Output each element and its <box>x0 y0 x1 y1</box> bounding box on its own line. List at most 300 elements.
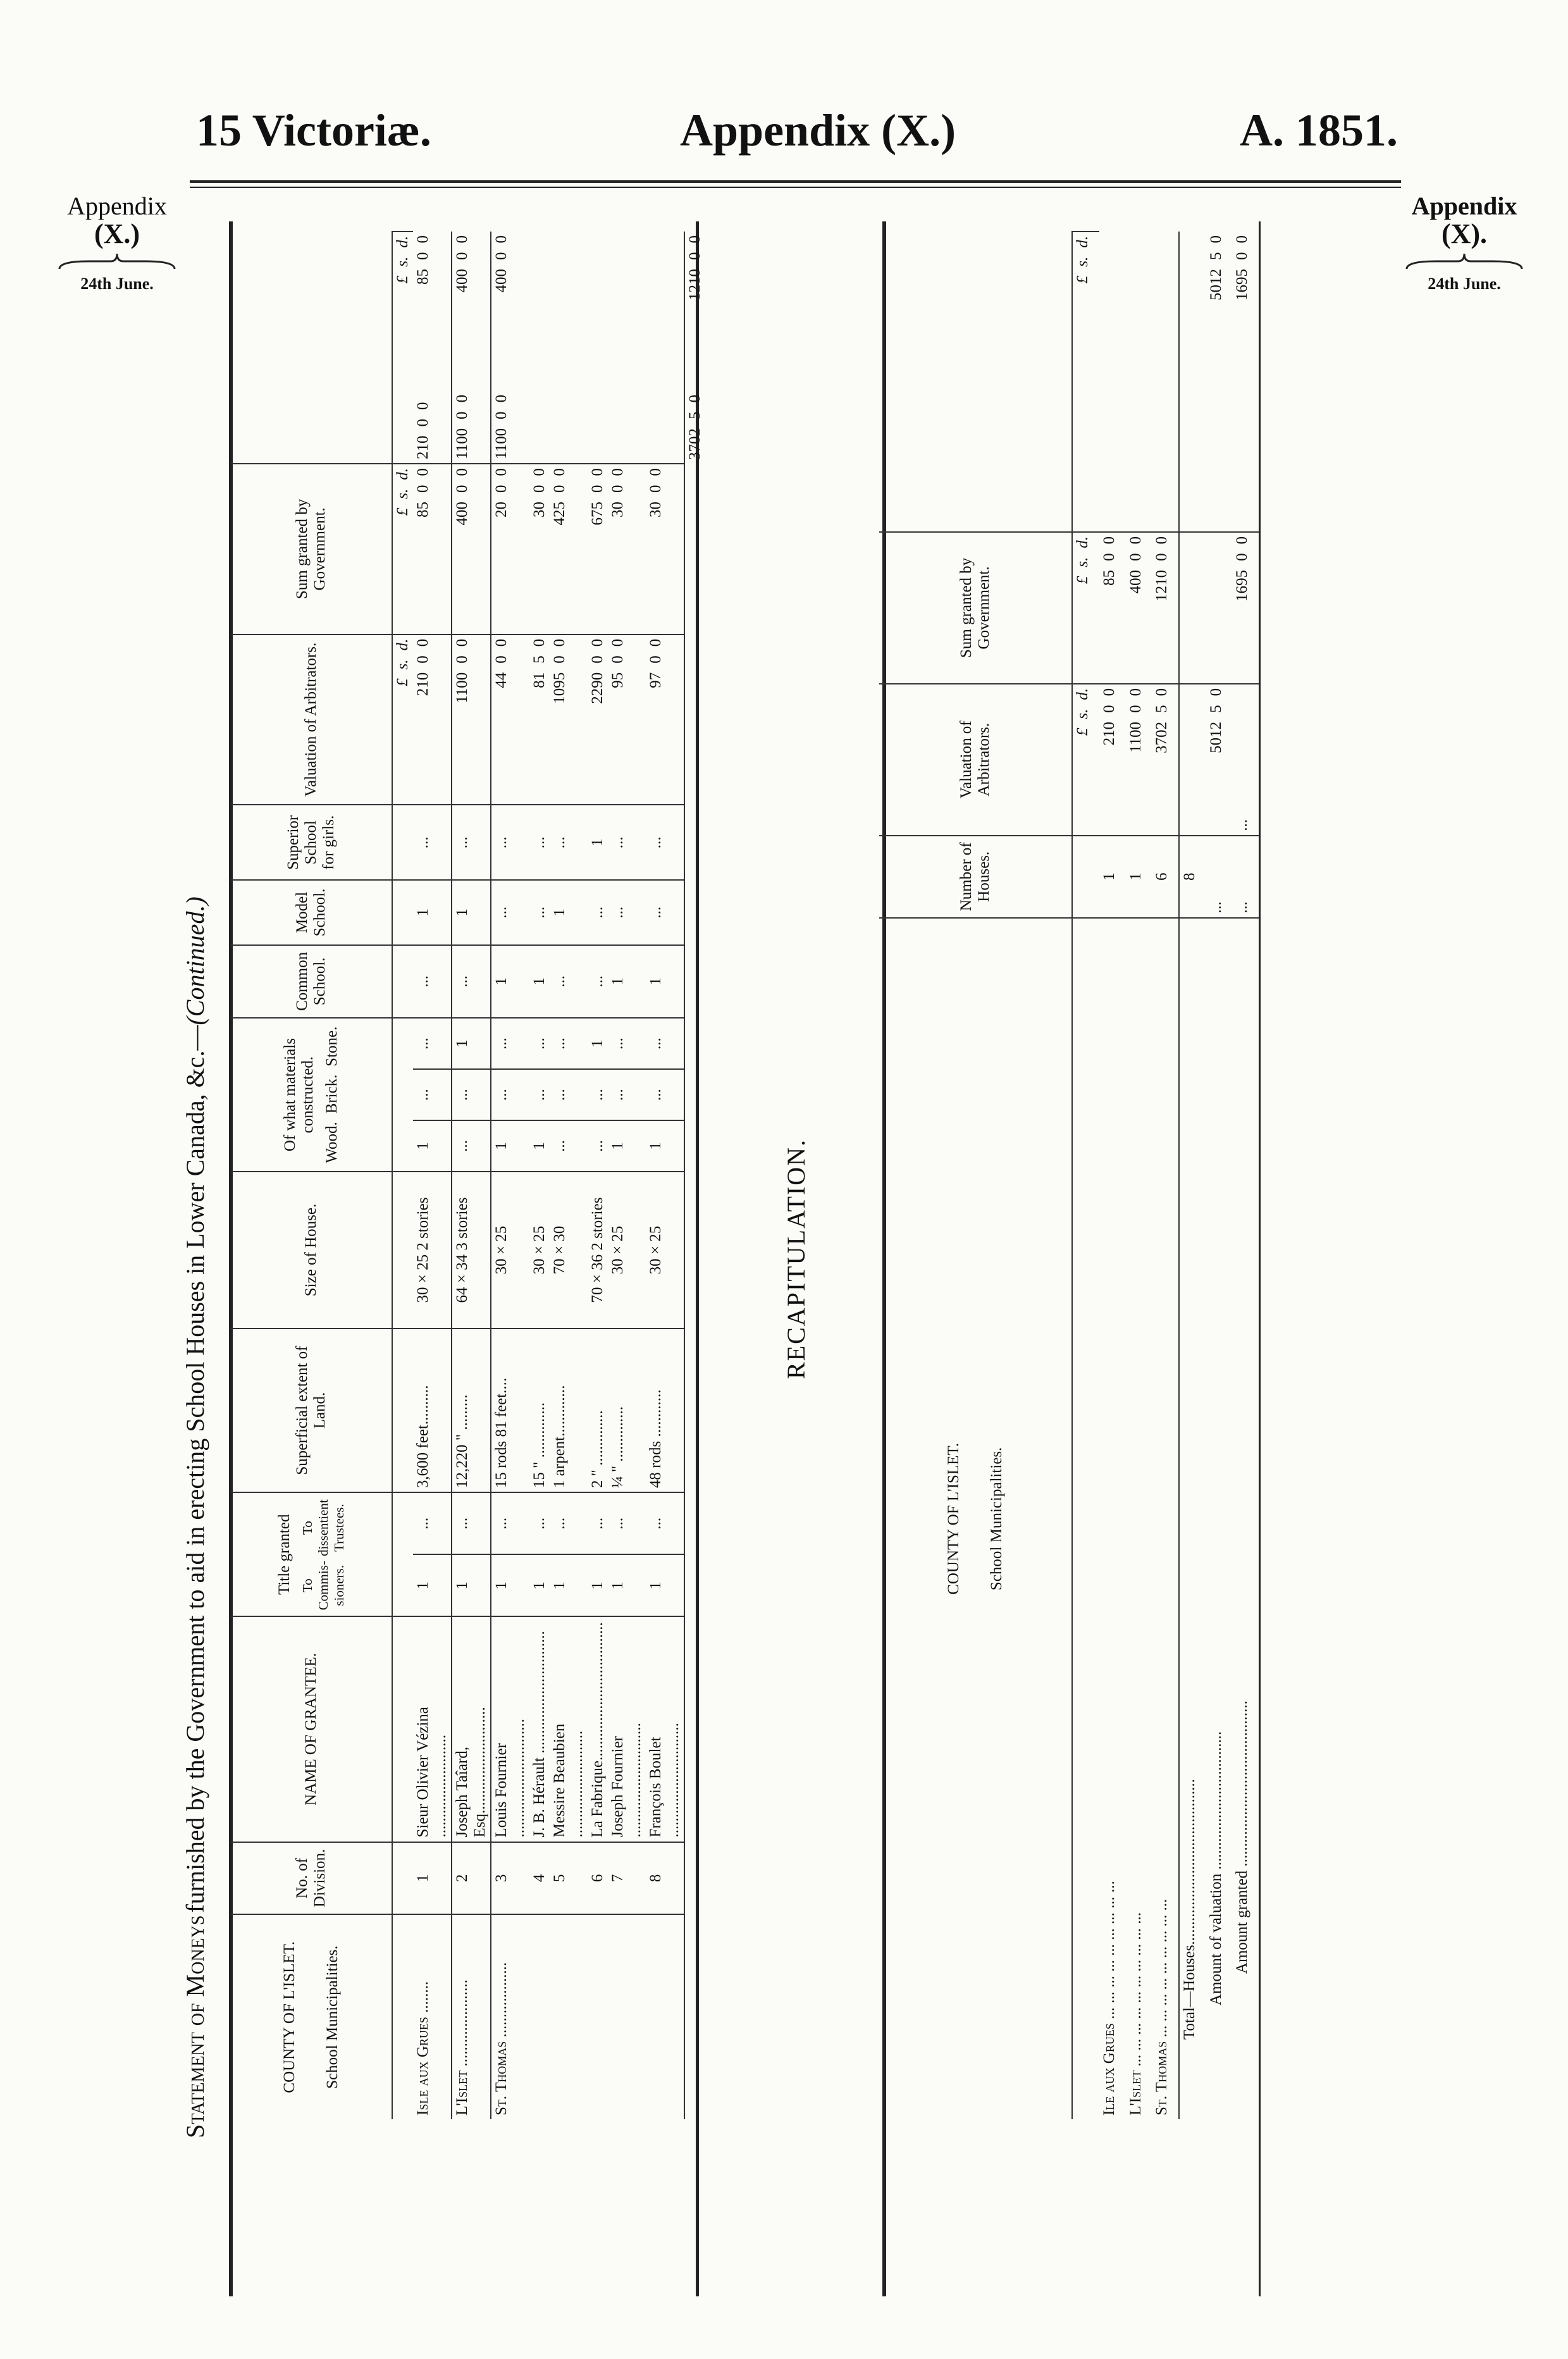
valuation-amount-part: 0 <box>647 638 664 647</box>
valuation-amount <box>454 639 471 801</box>
valuation-amount <box>414 639 432 801</box>
currency-symbol: £ <box>1074 576 1092 585</box>
currency-symbol: £ <box>394 275 411 284</box>
currency-labels <box>394 236 412 459</box>
superior-cell: ... <box>491 805 529 880</box>
subtotal-sum-part: 0 <box>414 252 431 260</box>
sum-cell <box>491 464 529 635</box>
total-valuation <box>686 395 704 460</box>
common-cell: 1 <box>491 945 529 1019</box>
recap-total-sum-amount-part: 0 <box>1233 252 1251 260</box>
superior-cell: 1 <box>588 805 608 880</box>
subtotal-sum-part: 0 <box>414 235 431 244</box>
blank-cell <box>1232 2043 1259 2119</box>
currency-labels <box>1074 688 1092 831</box>
col-grantee: NAME OF GRANTEE. <box>231 1616 392 1842</box>
valuation-cell <box>550 635 588 805</box>
division-cell: 5 <box>550 1842 588 1915</box>
blank-cell <box>392 1328 413 1492</box>
blank-cell <box>392 1554 413 1616</box>
stone-cell: 1 <box>588 1018 608 1069</box>
subtotal-sum-part: 0 <box>493 235 510 244</box>
municipality-cell <box>550 1914 588 2119</box>
recap-sum-amount <box>1153 536 1171 679</box>
valuation-amount-part: 0 <box>454 655 471 664</box>
valuation-amount-part: 0 <box>647 655 664 664</box>
recap-valuation-amount <box>1153 688 1171 831</box>
recap-sum-amount-part: 0 <box>1127 553 1144 561</box>
recap-valuation <box>1099 684 1126 836</box>
col-division: No. of Division. <box>231 1842 392 1915</box>
col-title-granted: Title granted <box>275 1514 293 1595</box>
subtotal-sum <box>454 235 471 293</box>
sum-cell <box>608 464 646 635</box>
brace-icon <box>57 252 177 270</box>
subtotal-valuation <box>454 395 471 459</box>
recap-total-valuation-amount-part: 5012 <box>1207 269 1225 300</box>
size-cell: 30 × 25 <box>646 1172 684 1328</box>
recap-table-wrap <box>879 231 1271 2119</box>
total-valuation-part: 3702 <box>686 428 703 460</box>
grantee-cell: La Fabrique................................... <box>588 1616 608 1842</box>
recap-sum <box>1099 532 1126 684</box>
recap-total-sum-amount-part: 0 <box>1233 235 1251 244</box>
valuation-amount-part: 0 <box>589 638 606 647</box>
recap-total-sum-amount-part: 0 <box>1233 553 1251 561</box>
blank-cell <box>392 945 413 1019</box>
wood-cell: ... <box>588 1120 608 1172</box>
col-to-commissioners: To Commis-sioners. <box>299 1561 347 1611</box>
brick-cell: ... <box>529 1069 550 1120</box>
valuation-amount-part: 2290 <box>589 672 606 704</box>
recap-houses-blank: ... <box>1232 836 1259 918</box>
recap-sum-amount-part: 0 <box>1153 553 1171 561</box>
subtotal-valuation-part: 0 <box>493 394 510 403</box>
dissentient-cell: ... <box>452 1492 491 1554</box>
dissentient-cell: ... <box>550 1492 588 1554</box>
subtotal-valuation-part: 0 <box>414 418 431 427</box>
table-row <box>529 232 550 2119</box>
blank-cell <box>1179 684 1206 836</box>
recap-header-county <box>879 918 1072 2119</box>
margin-date: 24th June. <box>80 275 154 294</box>
currency-symbol: d. <box>394 467 411 480</box>
blank-cell <box>1152 232 1179 532</box>
common-cell: 1 <box>608 945 646 1019</box>
model-cell: 1 <box>452 880 491 945</box>
stone-cell: ... <box>413 1018 452 1069</box>
valuation-amount-part: 0 <box>414 655 431 664</box>
grantee-cell: Louis Fournier .............................. <box>491 1616 529 1842</box>
sum-amount <box>414 468 432 630</box>
recap-total-sum-row <box>1232 232 1259 2119</box>
valuation-amount-part: 0 <box>454 638 471 647</box>
recap-currency-row <box>1072 232 1099 2119</box>
dissentient-cell: ... <box>608 1492 646 1554</box>
division-cell: 7 <box>608 1842 646 1915</box>
recap-total-houses-label: Total—Houses.......................................... <box>1179 918 1206 2043</box>
division-cell: 1 <box>413 1842 452 1915</box>
currency-labels <box>394 468 412 630</box>
col-to-dissentient: To dissentient Trustees. <box>299 1499 347 1556</box>
valuation-amount <box>589 639 607 801</box>
brick-cell: ... <box>608 1069 646 1120</box>
superior-cell: ... <box>550 805 588 880</box>
col-brick: Brick. <box>323 1074 340 1114</box>
wood-cell: 1 <box>413 1120 452 1172</box>
subtotal-sum-part: 0 <box>454 235 471 244</box>
valuation-cell <box>588 635 608 805</box>
sum-amount-part: 0 <box>609 467 626 476</box>
table-row <box>413 232 452 2119</box>
valuation-amount <box>609 639 627 801</box>
subtotal-valuation-part: 1100 <box>454 428 471 459</box>
sum-amount-part: 0 <box>589 467 606 476</box>
table-row <box>608 232 646 2119</box>
brace-icon <box>1404 252 1524 270</box>
commissioners-cell: 1 <box>491 1554 529 1616</box>
table-row <box>491 232 529 2119</box>
municipality-cell: Isle aux Grues ........ <box>413 1914 452 2119</box>
sum-amount-part: 0 <box>589 485 606 493</box>
currency-symbol: £ <box>394 507 411 516</box>
recap-col-municipalities: School Municipalities. <box>988 1447 1006 1591</box>
recap-currency-sum <box>1072 532 1099 684</box>
recap-sum-amount-part: 400 <box>1127 569 1144 594</box>
division-cell: 6 <box>588 1842 608 1915</box>
municipality-cell <box>646 1914 684 2119</box>
commissioners-cell: 1 <box>588 1554 608 1616</box>
recap-houses: 1 <box>1126 836 1152 918</box>
blank-cell <box>684 464 705 2119</box>
land-cell: 15 rods 81 feet.... <box>491 1328 529 1492</box>
currency-labels <box>1074 236 1092 528</box>
commissioners-cell: 1 <box>529 1554 550 1616</box>
sum-cell <box>588 464 608 635</box>
valuation-amount <box>551 639 569 801</box>
currency-valuation <box>392 635 413 805</box>
subtotal-cell <box>452 232 491 464</box>
brick-cell: ... <box>550 1069 588 1120</box>
total-pair <box>686 235 704 460</box>
subtotal-cell <box>608 232 646 464</box>
recap-valuation-amount <box>1127 688 1145 831</box>
common-cell: ... <box>550 945 588 1019</box>
sum-amount-part: 0 <box>414 467 431 476</box>
col-materials: Of what materials constructed. <box>281 1038 316 1152</box>
valuation-amount-part: 0 <box>609 638 626 647</box>
recap-valuation-blank: ... <box>1232 684 1259 836</box>
common-cell: ... <box>413 945 452 1019</box>
blank-cell <box>1179 2043 1206 2119</box>
recap-houses: 1 <box>1099 836 1126 918</box>
margin-label: Appendix <box>67 192 167 220</box>
sum-amount <box>454 468 471 630</box>
margin-note-right <box>1401 193 1528 292</box>
sum-cell <box>550 464 588 635</box>
blank-cell <box>392 1120 413 1172</box>
currency-symbol: d. <box>1074 536 1092 548</box>
recap-total-valuation-amount <box>1207 235 1225 528</box>
recap-col-county: COUNTY OF L'ISLET. <box>945 1442 963 1595</box>
size-cell: 64 × 34 3 stories <box>452 1172 491 1328</box>
common-cell: ... <box>452 945 491 1019</box>
total-sum-part: 0 <box>686 252 703 260</box>
subtotal-valuation-part: 0 <box>414 402 431 410</box>
land-cell: 1 arpent............. <box>550 1328 588 1492</box>
total-sum <box>686 235 704 300</box>
recap-houses-blank: ... <box>1206 836 1233 918</box>
model-cell: ... <box>608 880 646 945</box>
table-row <box>646 232 684 2119</box>
currency-symbol: £ <box>1074 728 1092 736</box>
valuation-amount-part: 0 <box>531 638 548 647</box>
valuation-amount-part: 0 <box>551 655 568 664</box>
recap-total-sum-amount-part: 0 <box>1233 536 1251 545</box>
header-center: Appendix (X.) <box>680 105 956 156</box>
land-cell: 3,600 feet.......... <box>413 1328 452 1492</box>
sum-cell <box>452 464 491 635</box>
subtotal-pair <box>454 235 471 459</box>
valuation-amount-part: 1095 <box>551 672 568 704</box>
recap-total-valuation-amount-part: 5 <box>1207 705 1225 713</box>
municipality-cell <box>529 1914 550 2119</box>
currency-symbol: s. <box>394 488 411 499</box>
subtotal-valuation-part: 0 <box>454 411 471 419</box>
recap-col-valuation: Valuation of Arbitrators. <box>879 684 1072 836</box>
blank-cell <box>1206 2043 1233 2119</box>
recap-col-totals <box>879 232 1072 532</box>
commissioners-cell: 1 <box>550 1554 588 1616</box>
total-sum-part: 1210 <box>686 269 703 300</box>
sum-amount <box>589 468 607 630</box>
model-cell: ... <box>588 880 608 945</box>
sum-cell <box>646 464 684 635</box>
dissentient-cell: ... <box>529 1492 550 1554</box>
blank-cell <box>1099 232 1126 532</box>
sum-amount-part: 0 <box>647 467 664 476</box>
subtotal-sum <box>414 235 432 285</box>
statement-total-cell <box>684 232 705 464</box>
header-materials <box>231 1018 392 1172</box>
sum-amount-part: 0 <box>531 485 548 493</box>
blank-cell <box>1072 836 1099 918</box>
col-common: Common School. <box>231 945 392 1019</box>
table-row <box>452 232 491 2119</box>
blank-cell <box>1072 918 1099 2119</box>
blank-cell <box>1179 232 1206 532</box>
commissioners-cell: 1 <box>452 1554 491 1616</box>
recap-row <box>1126 232 1152 2119</box>
wood-cell: 1 <box>646 1120 684 1172</box>
recap-sum-amount <box>1127 536 1145 679</box>
brick-cell: ... <box>413 1069 452 1120</box>
statement-total-row <box>684 232 705 2119</box>
sum-amount-part: 0 <box>551 467 568 476</box>
currency-symbol: s. <box>394 659 411 670</box>
header-title-granted <box>231 1492 392 1616</box>
recap-sum-amount-part: 1210 <box>1153 569 1171 602</box>
subtotal-cell <box>529 232 550 464</box>
sum-amount-part: 675 <box>589 501 606 526</box>
dissentient-cell: ... <box>588 1492 608 1554</box>
statement-title <box>180 240 210 2138</box>
margin-label: Appendix <box>1411 192 1517 220</box>
currency-totals <box>392 232 413 464</box>
brick-cell: ... <box>646 1069 684 1120</box>
stone-cell: 1 <box>452 1018 491 1069</box>
wood-cell: ... <box>550 1120 588 1172</box>
recap-col-houses: Number of Houses. <box>879 836 1072 918</box>
recap-total-sum-label: Amount granted .......................................... <box>1232 918 1259 2043</box>
sum-cell <box>529 464 550 635</box>
statement-body <box>392 232 705 2119</box>
total-valuation-part: 0 <box>686 394 703 403</box>
recap-total-houses-row <box>1179 232 1206 2119</box>
blank-cell <box>392 880 413 945</box>
recap-title: RECAPITULATION. <box>782 1139 810 1379</box>
common-cell: 1 <box>529 945 550 1019</box>
recap-valuation-amount-part: 0 <box>1101 688 1118 697</box>
sum-amount-part: 400 <box>454 501 471 526</box>
valuation-amount-part: 97 <box>647 672 664 688</box>
recap-sum-amount-part: 0 <box>1153 536 1171 545</box>
wood-cell: 1 <box>491 1120 529 1172</box>
recap-municipality: Ile aux Grues ... ... ... ... ... ... ... ... ... <box>1099 918 1126 2119</box>
valuation-amount-part: 5 <box>531 655 548 664</box>
sum-amount-part: 0 <box>454 467 471 476</box>
header-rule-thick <box>190 180 1401 183</box>
header-county <box>231 1914 392 2119</box>
valuation-amount <box>531 639 548 801</box>
grantee-cell: Sieur Olivier Vézina .......................... <box>413 1616 452 1842</box>
recap-total-valuation-amount-part: 0 <box>1207 688 1225 697</box>
recap-sum <box>1126 532 1152 684</box>
grantee-cell: Joseph Taîard, Esq........................... <box>452 1616 491 1842</box>
recap-municipality: L'Islet ... ... ... ... ... ... ... ... ... ... <box>1126 918 1152 2119</box>
recap-total-sum <box>1232 532 1259 684</box>
stone-cell: ... <box>608 1018 646 1069</box>
header-left: 15 Victoriæ. <box>196 105 431 156</box>
sum-amount-part: 30 <box>647 501 664 517</box>
recap-total-valuation-amount-part: 5012 <box>1207 721 1225 753</box>
common-cell: ... <box>588 945 608 1019</box>
recap-sum-amount-part: 85 <box>1101 569 1118 586</box>
land-cell: 12,220 " ......... <box>452 1328 491 1492</box>
recap-total-houses: 8 <box>1179 836 1206 918</box>
currency-symbol: d. <box>394 638 411 651</box>
blank-cell <box>1126 232 1152 532</box>
sum-amount-part: 0 <box>454 485 471 493</box>
commissioners-cell: 1 <box>608 1554 646 1616</box>
sum-amount <box>493 468 510 630</box>
blank-cell <box>392 2058 413 2119</box>
valuation-cell <box>452 635 491 805</box>
valuation-amount <box>647 639 665 801</box>
subtotal-valuation <box>493 395 510 459</box>
superior-cell: ... <box>646 805 684 880</box>
total-sum-part: 0 <box>686 235 703 244</box>
land-cell: 2 " .............. <box>588 1328 608 1492</box>
sum-amount-part: 0 <box>493 485 510 493</box>
recap-currency-totals-a <box>1072 232 1099 532</box>
wood-cell: 1 <box>608 1120 646 1172</box>
valuation-amount-part: 0 <box>609 655 626 664</box>
statement-title-continued: (Continued.) <box>181 896 209 1025</box>
subtotal-valuation-part: 0 <box>493 411 510 419</box>
wood-cell: 1 <box>529 1120 550 1172</box>
municipality-cell <box>608 1914 646 2119</box>
valuation-amount-part: 1100 <box>454 672 471 703</box>
sum-amount-part: 30 <box>531 501 548 517</box>
valuation-amount-part: 210 <box>414 672 431 697</box>
recap-total-valuation-amount-part: 5 <box>1207 252 1225 260</box>
sum-amount-part: 0 <box>551 485 568 493</box>
header-right: A. 1851. <box>1240 105 1398 156</box>
recap-valuation-amount-part: 210 <box>1101 721 1118 746</box>
subtotal-pair <box>414 235 432 459</box>
sum-amount-part: 0 <box>531 467 548 476</box>
common-cell: 1 <box>646 945 684 1019</box>
size-cell: 70 × 36 2 stories <box>588 1172 608 1328</box>
valuation-amount <box>493 639 510 801</box>
model-cell: ... <box>491 880 529 945</box>
col-superficial: Superficial extent of Land. <box>231 1328 392 1492</box>
size-cell: 30 × 25 2 stories <box>413 1172 452 1328</box>
subtotal-cell <box>588 232 608 464</box>
superior-cell: ... <box>529 805 550 880</box>
recap-valuation <box>1126 684 1152 836</box>
municipality-cell: L'Islet ...................... <box>452 1914 491 2119</box>
recap-total-sum-amount <box>1233 536 1251 679</box>
sum-amount <box>531 468 548 630</box>
col-wood: Wood. <box>323 1122 340 1163</box>
blank-cell <box>392 1914 413 2058</box>
brick-cell: ... <box>491 1069 529 1120</box>
subtotal-sum-part: 0 <box>454 252 471 260</box>
size-cell: 70 × 30 <box>550 1172 588 1328</box>
margin-letter: (X.) <box>94 218 140 249</box>
subtotal-cell <box>646 232 684 464</box>
size-cell: 30 × 25 <box>608 1172 646 1328</box>
blank-cell <box>1206 532 1233 684</box>
blank-cell <box>392 1842 413 1915</box>
recap-total-sum-amount-part: 1695 <box>1233 269 1251 300</box>
recap-sum <box>1152 532 1179 684</box>
valuation-amount-part: 0 <box>589 655 606 664</box>
recap-col-sum: Sum granted by Government. <box>879 532 1072 684</box>
recap-valuation-amount-part: 0 <box>1127 688 1144 697</box>
margin-note-left <box>54 193 180 292</box>
recap-valuation-amount-part: 5 <box>1153 705 1171 713</box>
grantee-cell: Messire Beaubien ........................... <box>550 1616 588 1842</box>
land-cell: ¼ " .............. <box>608 1328 646 1492</box>
margin-letter: (X). <box>1441 218 1488 249</box>
recap-total-valuation <box>1206 684 1233 836</box>
sum-amount-part: 0 <box>609 485 626 493</box>
wood-cell: ... <box>452 1120 491 1172</box>
sum-amount-part: 30 <box>609 501 626 517</box>
recap-valuation-amount-part: 3702 <box>1153 721 1171 753</box>
valuation-amount-part: 44 <box>493 672 510 688</box>
superior-cell: ... <box>413 805 452 880</box>
valuation-cell <box>646 635 684 805</box>
sum-amount <box>551 468 569 630</box>
land-cell: 15 " .............. <box>529 1328 550 1492</box>
model-cell: ... <box>529 880 550 945</box>
valuation-amount-part: 81 <box>531 672 548 688</box>
recap-body <box>1072 232 1259 2119</box>
